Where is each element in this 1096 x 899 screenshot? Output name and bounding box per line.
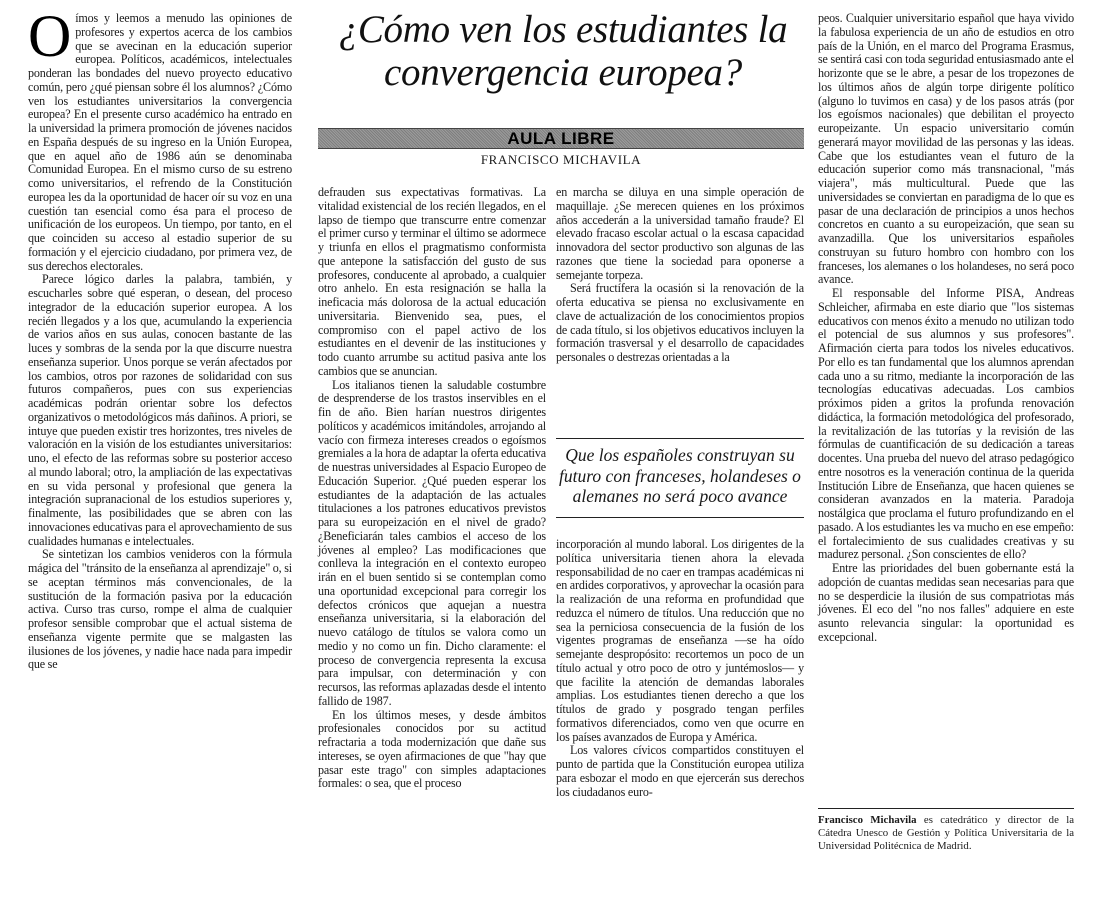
paragraph: En los últimos meses, y desde ámbitos profesionales conocidos por su actitud refractaria a toda modernización que dañe sus intereses, se oyen afirmaciones de que "hay que pasar este trago" con simples adaptaciones formales: o sea, que el proceso [318,707,546,791]
byline: FRANCISCO MICHAVILA [480,152,642,167]
paragraph: Los italianos tienen la saludable costumbre de desprenderse de los trastos inservibles en el fin de año. Bien harían nuestros dirigentes políticos y académicos imitándoles, arrojando al vacío con firmeza intereses creados o egoísmos gremiales a la hora de adaptar la oferta educativa de nuestras universidades al Espacio Europeo de Educación Superior. ¿Qué pueden esperar los estudiantes de la adaptación de las actuales titulaciones a los patrones educativos previstos para su europeización en el nivel de grado? ¿Beneficiarán tales cambios el acceso de los jóvenes al empleo? Las modificaciones que conlleva la integración en el contexto europeo irán en el buen sentido si se contemplan como una oportunidad excepcional para corregir los defectos crónicos que aquejan a nuestra enseñanza universitaria, si la elaboración del nuevo catálogo de títulos se valora como un medio y no como un fin. Dicho claramente: el proceso de convergencia representa la excusa para impulsar, con determinación y con recursos, las reformas aplazadas desde el intento fallido de 1987. [318,377,546,708]
paragraph: peos. Cualquier universitario español que haya vivido la fabulosa experiencia de un año de estudios en otro país de la Unión, en el marco del Programa Erasmus, se sentirá casi con toda seguridad entusiasmado ante el horizonte que se le abre, a pesar de los tropezones de los últimos años de algún torpe dirigente político (alguno lo tuvimos en casa) y de los pasos atrás (por los egoísmos nacionales) que debilitan el proyecto europeizante. Un espacio universitario común generará mayor movilidad de las personas y las ideas. Cabe que los estudiantes vean el futuro de la educación superior como más transnacional, "más viajera", más multicultural. Puede que las universidades se conviertan en paradigma de lo que es pasar de una declaración de principios a unos hechos concretos en cuanto a su europeización, que sean su avanzadilla. Que los universitarios españoles construyan su futuro hombro con hombro con los franceses, los alemanes o los holandeses, no será poco avance. [818,11,1074,287]
pull-quote: Que los españoles construyan su futuro con franceses, holandeses o alemanes no será poco avance [556,438,804,518]
paragraph: en marcha se diluya en una simple operación de maquillaje. ¿Se merecen quienes en los próximos años accederán a la universidad tamaño fraude? El elevado fracaso escolar actual o la escasa capacidad innovadora del sector productivo son algunas de las razones que tiene la sociedad para oponerse a semejante torpeza. [556,185,804,282]
paragraph: defrauden sus expectativas formativas. La vitalidad existencial de los recién llegados, en el lapso de tiempo que transcurre entre comenzar el primer curso y terminar el último se adormece y triunfa en ellos el pragmatismo conformista que antepone la satisfacción del gusto de sus profesores, conducente al aprobado, a cualquier otro anhelo. En esta resignación se halla la ineficacia más dolorosa de la actual educación universitaria. Bienvenido sea, pues, el compromiso con el papel activo de los estudiantes en el devenir de las instituciones y todo cuanto arrumbe su actitud pasiva ante los cambios que se anuncian. [318,185,546,378]
author-name: Francisco Michavila [818,814,917,826]
paragraph: Entre las prioridades del buen gobernante está la adopción de cuantas medidas sean necesarias para que no se desperdicie la ilusión de sus compatriotas más jóvenes. El eco del "no nos falles" adquiere en este asunto relevancia singular: la oportunidad es excepcional. [818,561,1074,644]
lead-paragraph [28,3,292,273]
paragraph: Los valores cívicos compartidos constituyen el punto de partida que la Constitución europea utiliza para esbozar el modo en que ejercerán sus derechos los ciudadanos euro- [556,743,804,799]
paragraph: Se sintetizan los cambios venideros con la fórmula mágica del "tránsito de la enseñanza al aprendizaje" o, si se aceptan términos más convencionales, de la sustitución de la formación pasiva por la educación activa. Curso tras curso, rompe el alma de cualquier profesor sensible comprobar que el actual sistema de enseñanza vigente permite que se malgasten las ilusiones de los jóvenes, y nadie hace nada para impedir que se [28,547,292,672]
dropcap-letter: O [28,3,72,69]
column-3-top [556,186,804,365]
author-note [818,808,1074,853]
paragraph: El responsable del Informe PISA, Andreas Schleicher, afirmaba en este diario que "los sistemas educativos con menos éxito a menudo no utilizan todo el potencial de sus alumnos y sus profesores". Afirmación cierta para todos los niveles educativos. Por ello es tan fundamental que los alumnos aprendan cada uno a su ritmo, mediante la incorporación de las tecnologías educativas adecuadas. Los cambios próximos piden a gritos la profunda renovación didáctica, la formación metodológica del profesorado, la revitalización de las tutorías y la revisión de las fórmulas de cuantificación de su dedicación a tareas docentes. Una prueba del nuevo del atraso pedagógico entre nosotros es la veneración continua de la querida Institución Libre de Enseñanza, que hacen quienes se consideran avanzados en la materia. Paradoja nostálgica que proclama el futuro profundizando en el pasado. A los estudiantes les va mucho en ese empeño: el fortalecimiento de sus cualidades creativas y su madurez personal. ¿Son conscientes de ello? [818,286,1074,562]
column-3-bottom [556,538,804,799]
column-4 [818,12,1074,645]
paragraph: Será fructífera la ocasión si la renovación de la oferta educativa se piensa no exclusivamente en clave de actualización de los conocimientos propios de cada título, si los objetivos educativos incluyen la formación trasversal y el desarrollo de capacidades personales o destrezas orientadas a la [556,281,804,364]
section-band [318,128,804,149]
paragraph: Parece lógico darles la palabra, también, y escucharles sobre qué esperan, o desean, del proceso integrador de la educación superior europea. A los recién llegados y a los que, acumulando la experiencia de varios años en sus aulas, conocen bastante de las luces y sombras de la senda por la que discurre nuestra enseñanza superior. Unos porque se verán afectados por los cambios, otros por razones de solidaridad con sus futuros compañeros, pues con sus experiencias académicas podrán orientar sobre los defectos organizativos o metodológicos más dañinos. A priori, se intuye que pueden existir tres horizontes, tres niveles de valoración en la visión de los estudiantes universitarios: uno, el efecto de las reformas sobre su posterior acceso al mundo laboral; otro, la ampliación de las expectativas en su vida personal y profesional que genera la integración supranacional de los estudios superiores y, finalmente, las posibilidades que se abren con las innovaciones educativas para el aprovechamiento de sus cualidades humanas e intelectuales. [28,272,292,548]
author-bio: es catedrático y director de la Cátedra Unesco de Gestión y Política Universitaria de la Universidad Politécnica de Madrid. [818,814,1075,852]
headline: ¿Cómo ven los estudiantes la convergencia europea? [338,8,788,94]
paragraph: incorporación al mundo laboral. Los dirigentes de la política universitaria tienen ahora la elevada responsabilidad de no caer en trampas académicas ni en ardides corporativos, y aprovechar la ocasión para la realización de una reforma en profundidad que reduzca el número de títulos. Una reducción que no sea la perniciosa consecuencia de la fusión de los vigentes programas de enseñanza —se ha oído semejante despropósito: recortemos un poco de un título actual y otro poco de otro y juntémoslos— y que facilite la atención de demandas laborales amplias. Los estudiantes tienen derecho a que los títulos de grado y posgrado tengan perfiles formativos diferenciados, como ven que ocurre en los países avanzados de Europa y América. [556,537,804,744]
column-2 [318,186,546,791]
paragraph-text: ímos y leemos a menudo las opiniones de profesores y expertos acerca de los cambios que se avecinan en la educación superior europea. Políticos, académicos, intelectuales ponderan las bondades del nuevo proyecto educativo común, pero ¿qué piensan sobre él los alumnos? ¿Cómo ven los estudiantes universitarios la convergencia europea? En el presente curso académico ha entrado en la universidad la primera promoción de jóvenes nacidos en España después de su ingreso en la Unión Europea, que en aquel año de 1986 aún se denominaba Comunidad Europea. En el mismo curso de su estreno como universitarios, el refrendo de la Constitución europea les da la oportunidad de hacer oír su voz en una cuestión tan esencial como ésa para el proceso de unificación de los europeos. Un tiempo, por tanto, en el que coinciden su acceso al estadio superior de su formación y el ejercicio ciudadano, por primera vez, de sus derechos electorales. [28,11,292,273]
column-1 [28,3,292,672]
section-label: AULA LIBRE [507,129,615,148]
